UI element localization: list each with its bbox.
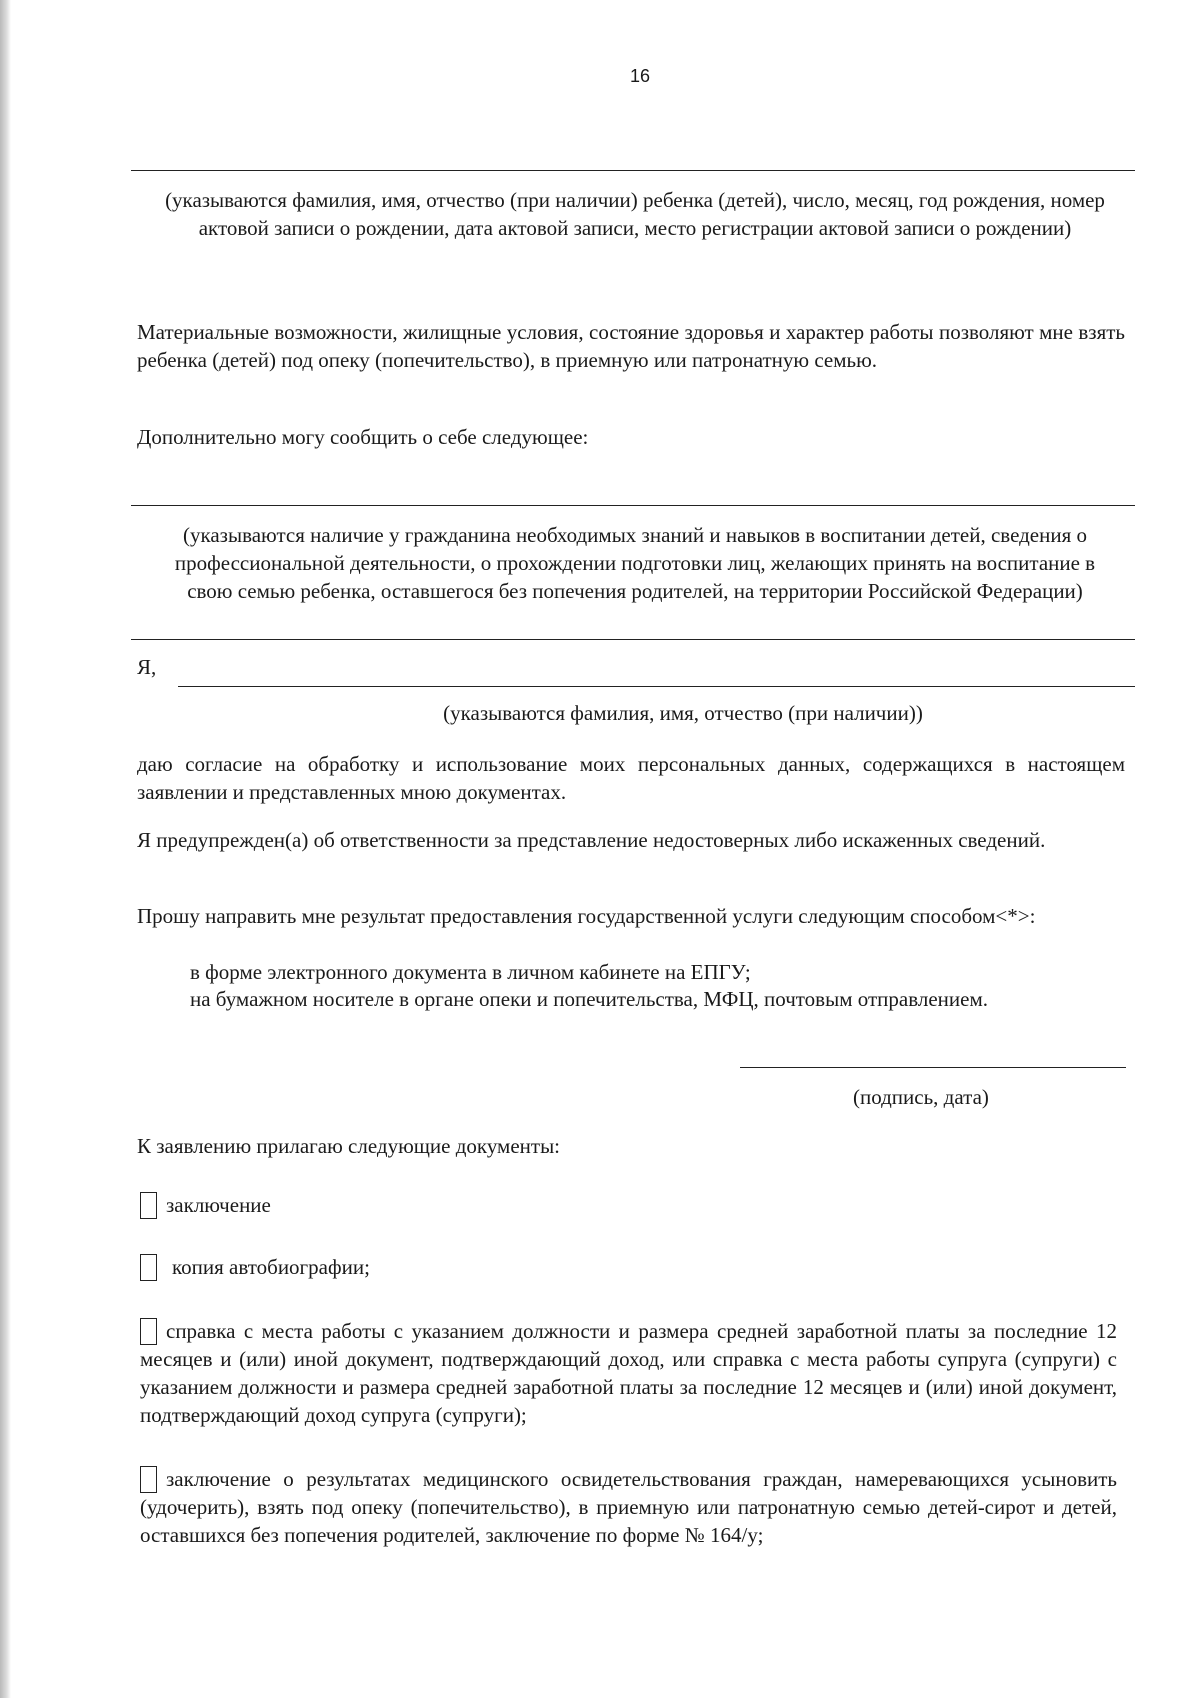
signature-line	[740, 1067, 1126, 1068]
child-info-caption: (указываются фамилия, имя, отчество (при наличии) ребенка (детей), число, месяц, год рождения, номер актовой записи о рождении, дата актовой записи, место регистрации актовой записи о рождении)	[165, 188, 1105, 240]
name-line	[178, 686, 1135, 687]
attachment-item	[140, 1253, 1117, 1281]
attachment-checkbox[interactable]	[140, 1466, 157, 1493]
attachment-checkbox[interactable]	[140, 1254, 157, 1281]
skills-bottom-line	[131, 639, 1135, 640]
option-epgu: в форме электронного документа в личном кабинете на ЕПГУ;	[190, 960, 751, 984]
material-paragraph: Материальные возможности, жилищные условия, состояние здоровья и характер работы позволяют мне взять ребенка (детей) под опеку (попечительство), в приемную или патронатную семью.	[137, 320, 1125, 372]
option-paper: на бумажном носителе в органе опеки и попечительства, МФЦ, почтовым отправлением.	[190, 987, 988, 1011]
attachment-checkbox[interactable]	[140, 1192, 157, 1219]
ya-label: Я,	[137, 655, 157, 679]
child-info-line	[131, 170, 1135, 171]
attachment-label: заключение о результатах медицинского освидетельствования граждан, намеревающихся усыновить (удочерить), взять под опеку (попечительство), в приемную или патронатную семью детей-сирот и детей, оставшихся без попечения родителей, заключение по форме № 164/у;	[140, 1467, 1117, 1547]
attachments-intro: К заявлению прилагаю следующие документы:	[137, 1134, 561, 1158]
attachment-item	[140, 1191, 1117, 1219]
scan-edge	[0, 0, 11, 1698]
request-paragraph: Прошу направить мне результат предоставления государственной услуги следующим способом<*>:	[137, 904, 1036, 928]
page-number: 16	[629, 66, 651, 86]
attachment-item	[140, 1317, 1117, 1429]
warning-paragraph: Я предупрежден(а) об ответственности за представление недостоверных либо искаженных сведений.	[137, 828, 1046, 852]
additional-info-line	[131, 505, 1135, 506]
attachment-label: заключение	[166, 1193, 271, 1217]
signature-caption: (подпись, дата)	[853, 1085, 989, 1109]
consent-paragraph: даю согласие на обработку и использование моих персональных данных, содержащихся в настоящем заявлении и представленных мною документах.	[137, 752, 1125, 804]
attachment-item	[140, 1465, 1117, 1549]
attachment-checkbox[interactable]	[140, 1318, 157, 1345]
attachment-label: справка с места работы с указанием должности и размера средней заработной платы за последние 12 месяцев и (или) иной документ, подтверждающий доход, или справка с места работы супруга (супруги) с указанием должности и размера средней заработной платы за последние 12 месяцев и (или) иной документ, подтверждающий доход супруга (супруги);	[140, 1319, 1117, 1427]
additional-info-label: Дополнительно могу сообщить о себе следующее:	[137, 425, 589, 449]
attachment-label: копия автобиографии;	[172, 1255, 370, 1279]
skills-caption: (указываются наличие у гражданина необходимых знаний и навыков в воспитании детей, сведения о профессиональной деятельности, о прохождении подготовки лиц, желающих принять на воспитание в свою семью ребенка, оставшегося без попечения родителей, на территории Российской Федерации)	[174, 523, 1096, 603]
name-caption: (указываются фамилия, имя, отчество (при наличии))	[443, 701, 923, 725]
